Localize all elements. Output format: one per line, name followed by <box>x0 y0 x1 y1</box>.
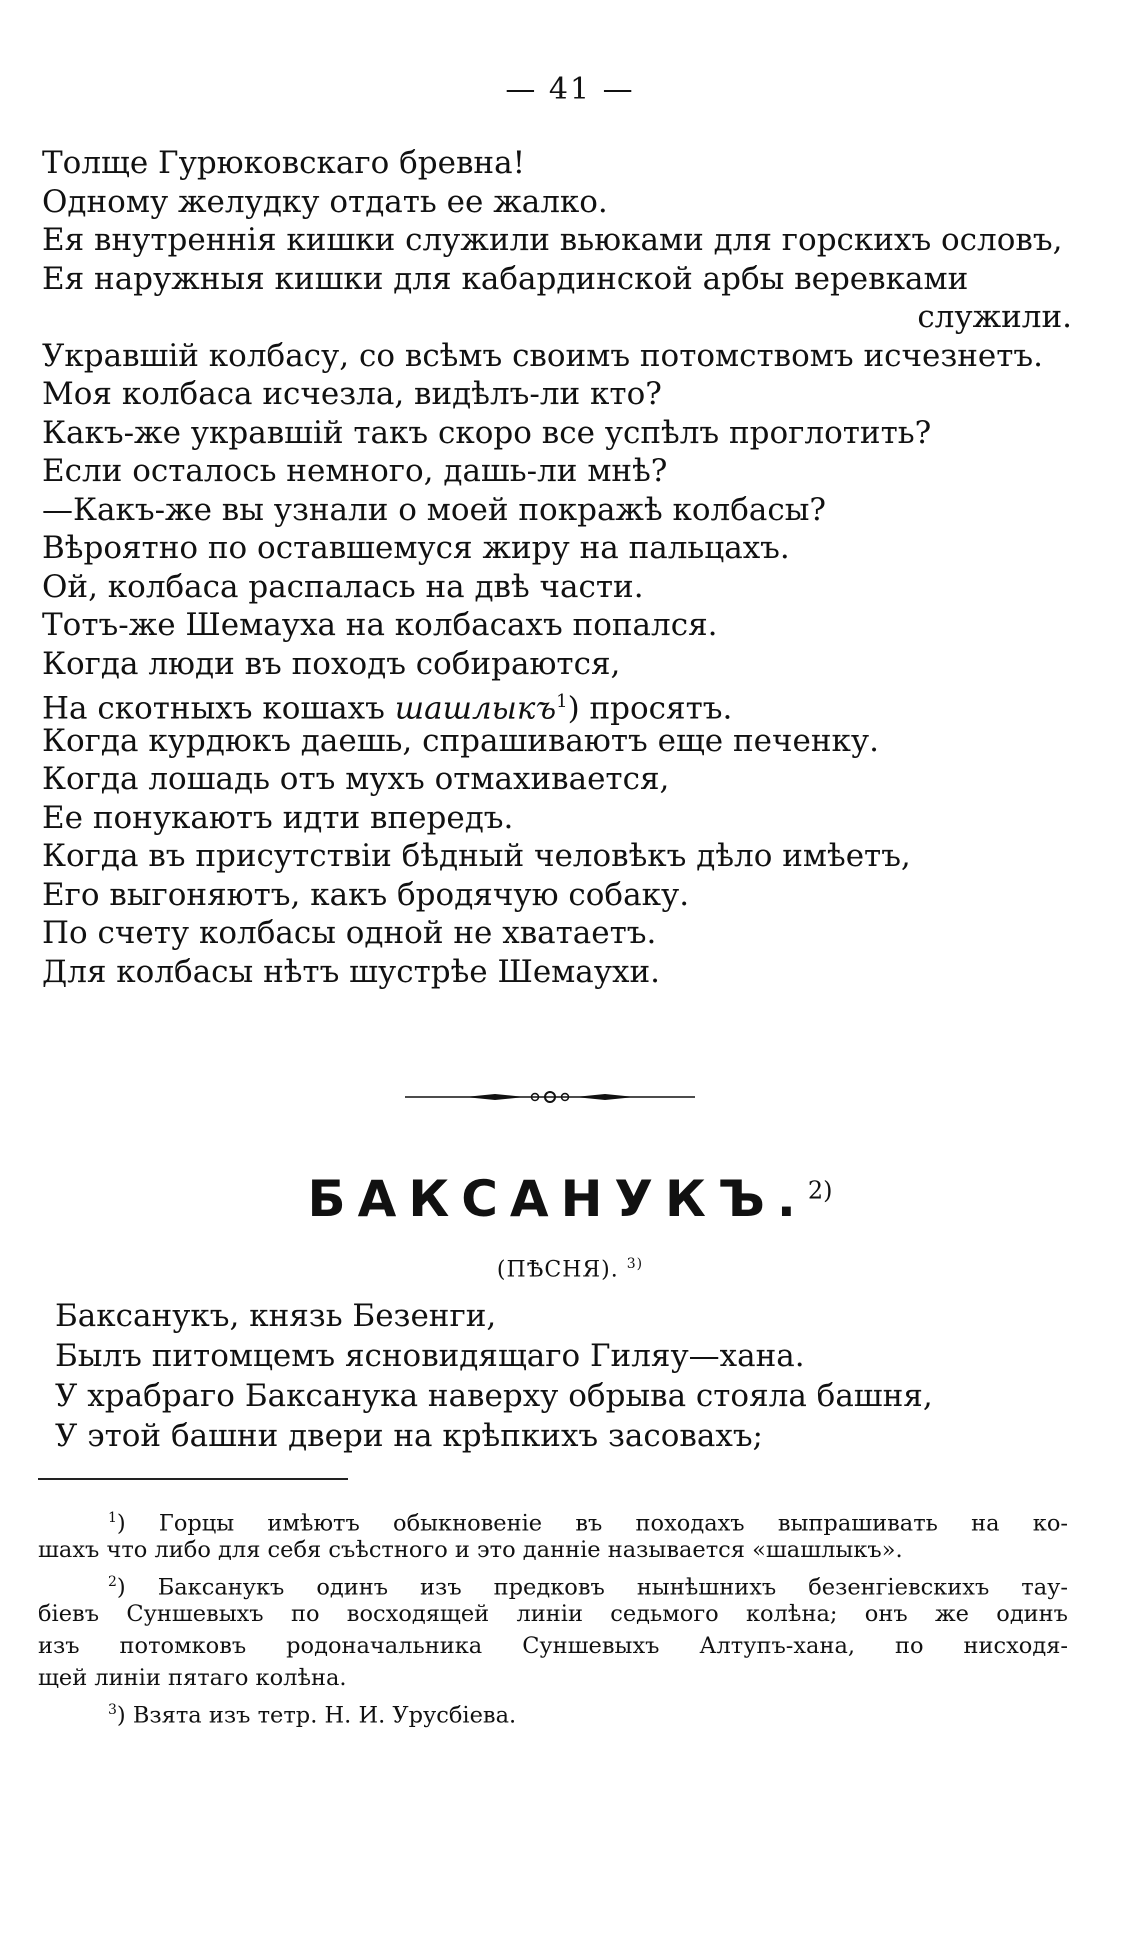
italic-word: шашлыкъ <box>394 690 557 727</box>
poem-line: Толще Гурюковскаго бревна! <box>42 145 526 181</box>
poem-line: Ея наружныя кишки для кабардинской арбы веревками <box>42 260 969 297</box>
footnote-2-line: изъ потомковъ родоначальника Суншевыхъ Алтупъ-хана, по нисходя- <box>38 1633 1068 1659</box>
poem-line-runover: служили. <box>917 299 1072 335</box>
title-footnote-mark: 2) <box>807 1176 833 1205</box>
footnote-1-line: $^1$) Горцы имѣютъ обыкновеніе въ походахъ выпрашивать на ко- <box>108 1510 1068 1537</box>
poem-line: Когда люди въ походъ собираются, <box>42 645 621 682</box>
poem-line: Моя колбаса исчезла, видѣлъ-ли кто? <box>42 376 662 412</box>
song-subtitle <box>0 1256 1140 1282</box>
footnote-3-line: $^3$) Взята изъ тетр. Н. И. Урусбіева. <box>108 1702 517 1729</box>
poem-line: Укравшій колбасу, со всѣмъ своимъ потомствомъ исчезнетъ. <box>42 337 1043 374</box>
poem-line: Когда лошадь отъ мухъ отмахивается, <box>42 761 670 797</box>
song-line: У этой башни двери на крѣпкихъ засовахъ; <box>55 1418 764 1454</box>
footnotes <box>38 1502 1068 1729</box>
song-title-text: БАКСАНУКЪ. <box>307 1170 808 1228</box>
poem-line: Вѣроятно по оставшемуся жиру на пальцахъ. <box>42 530 790 566</box>
poem-line: Какъ-же укравшій такъ скоро все успѣлъ проглотить? <box>42 414 932 451</box>
poem-line: Когда въ присутствіи бѣдный человѣкъ дѣло имѣетъ, <box>42 838 911 874</box>
song-text <box>55 1296 1085 1456</box>
song-subtitle-text: (ПѢСНЯ). <box>496 1257 619 1283</box>
poem-line: —Какъ-же вы узнали о моей покражѣ колбасы? <box>42 491 827 528</box>
song-title <box>0 1170 1140 1228</box>
poem-line: Одному желудку отдать ее жалко. <box>42 183 608 220</box>
poem-continuation <box>42 144 1072 991</box>
footnote-1-line: шахъ что либо для себя съѣстного и это данніе называется «шашлыкъ». <box>38 1537 903 1563</box>
poem-line: Для колбасы нѣтъ шустрѣе Шемаухи. <box>42 953 661 990</box>
poem-line: Тотъ-же Шемауха на колбасахъ попался. <box>42 607 718 643</box>
poem-line: Ея внутреннія кишки служили вьюками для горскихъ ословъ, <box>42 222 1063 258</box>
poem-line: Если осталось немного, дашь-ли мнѣ? <box>42 453 668 489</box>
footnote-mark: 1 <box>556 691 568 712</box>
subtitle-footnote-mark: 3) <box>626 1256 644 1272</box>
footnote-2-line: біевъ Суншевыхъ по восходящей линіи седьмого колѣна; онъ же одинъ <box>38 1601 1068 1627</box>
song-line: У храбраго Баксанука наверху обрыва стояла башня, <box>55 1378 933 1414</box>
footnote-2-line: $^2$) Баксанукъ одинъ изъ предковъ нынѣшнихъ безенгіевскихъ тау- <box>108 1574 1068 1601</box>
poem-line: Ее понукаютъ идти впередъ. <box>42 799 514 836</box>
poem-line: Когда курдюкъ даешь, спрашиваютъ еще печенку. <box>42 722 879 759</box>
footnote-rule <box>38 1478 348 1480</box>
song-line: Былъ питомцемъ ясновидящаго Гиляу—хана. <box>55 1338 805 1374</box>
page-number: — 41 — <box>505 72 635 107</box>
poem-line-end: ) просятъ. <box>567 690 733 727</box>
poem-line-start: На скотныхъ кошахъ <box>42 690 385 727</box>
footnote-2-line: щей линіи пятаго колѣна. <box>38 1665 347 1691</box>
ornament-divider <box>405 1090 695 1104</box>
poem-line: По счету колбасы одной не хватаетъ. <box>42 915 657 951</box>
poem-line-with-footnote <box>42 683 1072 727</box>
poem-line: Его выгоняютъ, какъ бродячую собаку. <box>42 876 690 913</box>
poem-line: Ой, колбаса распалась на двѣ части. <box>42 568 644 605</box>
song-line: Баксанукъ, князь Безенги, <box>55 1298 497 1334</box>
